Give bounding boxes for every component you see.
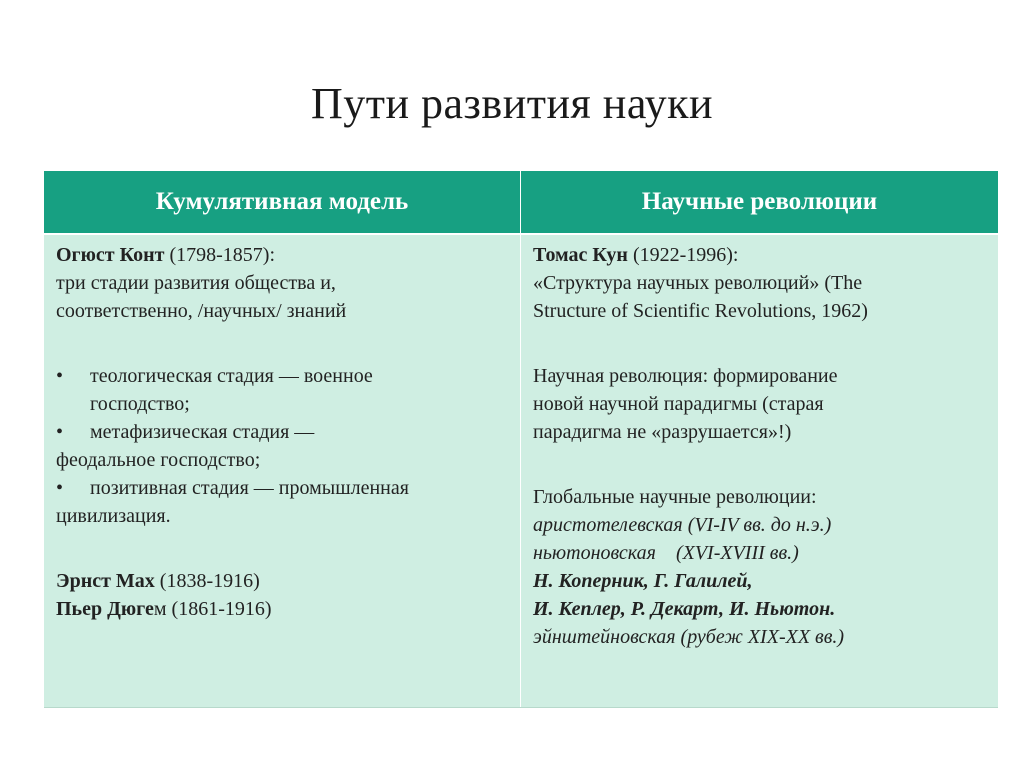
slide-title: Пути развития науки [310,79,714,128]
comte-years: (1798-1857): [164,244,276,266]
stage-metaphysical [56,418,516,446]
mach-name: Эрнст Мах [56,570,155,592]
comte-name: Огюст Конт [56,244,165,266]
newtonian-revolution: ньютоновская (XVI-XVIII вв.) [533,542,799,564]
book-title-2: Structure of Scientific Revolutions, 1962) [533,300,868,322]
bullet: • [56,421,64,443]
duhem-suffix: м [153,598,167,620]
stage-theological-a: теологическая стадия — военное [90,365,373,387]
mach-line [56,567,516,595]
revolution-def-1: Научная революция: формирование [533,365,838,387]
comte-desc-1: три стадии развития общества и, [56,272,336,294]
bullet: • [56,477,64,499]
book-title-1: «Структура научных революций» (The [533,272,863,294]
comparison-table [44,171,998,708]
kuhn-years: (1922-1996): [627,244,739,266]
duhem-line [56,595,516,623]
mach-years: (1838-1916) [154,570,260,592]
duhem-name: Пьер Дюге [56,598,154,620]
kuhn-line [533,241,988,269]
stage-positive [56,474,516,502]
comte-desc-2: соответственно, /научных/ знаний [56,300,347,322]
table-header-row [44,171,998,233]
stage-positive-a: позитивная стадия — промышленная [90,477,409,499]
stage-theological [56,362,516,390]
stage-theological-b: господство; [90,393,190,415]
column-divider [520,171,521,707]
bullet: • [56,365,64,387]
header-separator [44,233,998,235]
stage-metaphysical-b: феодальное господство; [56,449,261,471]
revolution-def-3: парадигма не «разрушается»!) [533,421,792,443]
header-scientific-revolutions: Научные революции [641,188,878,215]
scientific-revolutions-cell [533,241,988,651]
comte-line [56,241,516,269]
aristotelian-revolution: аристотелевская (VI-IV вв. до н.э.) [533,514,832,536]
header-cumulative-model: Кумулятивная модель [155,188,409,215]
newtonian-names-1: Н. Коперник, Г. Галилей, [533,570,753,592]
cumulative-model-cell [56,241,516,623]
kuhn-name: Томас Кун [533,244,628,266]
revolution-def-2: новой научной парадигмы (старая [533,393,824,415]
stage-metaphysical-a: метафизическая стадия — [90,421,315,443]
stage-positive-b: цивилизация. [56,505,171,527]
global-revolutions-heading: Глобальные научные революции: [533,486,817,508]
newtonian-names-2: И. Кеплер, Р. Декарт, И. Ньютон. [533,598,836,620]
einsteinian-revolution: эйнштейновская (рубеж XIX-XX вв.) [533,626,845,648]
duhem-years: (1861-1916) [166,598,272,620]
